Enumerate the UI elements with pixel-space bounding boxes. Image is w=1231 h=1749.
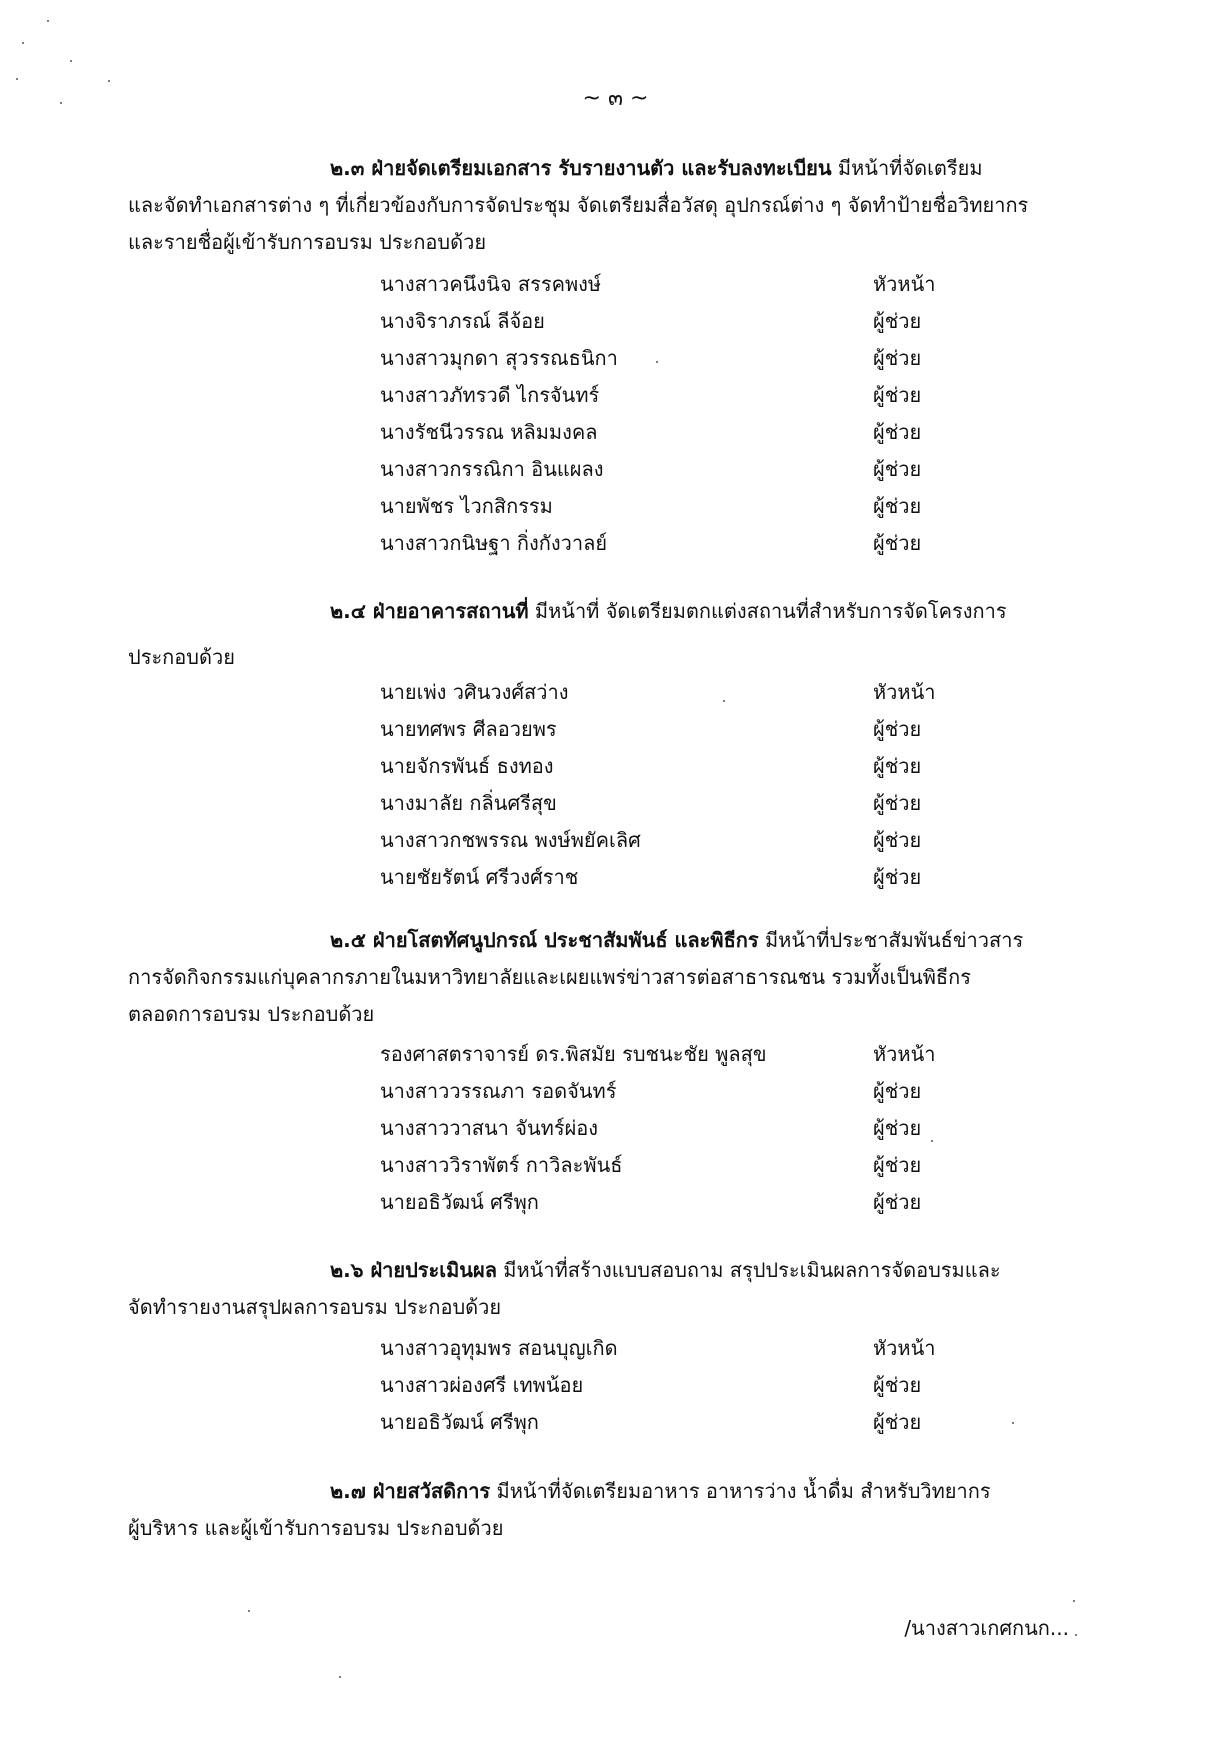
section-heading: ๒.๗ ฝ่ายสวัสดิการ bbox=[330, 1479, 491, 1503]
member-role: ผู้ช่วย bbox=[873, 1079, 922, 1103]
member-row bbox=[380, 1110, 980, 1147]
scan-speck bbox=[70, 60, 72, 62]
section-2-6-member-list bbox=[380, 1330, 980, 1441]
member-row bbox=[380, 1036, 980, 1073]
page-number: ~ ๓ ~ bbox=[582, 86, 649, 111]
member-name: นายเพ่ง วศินวงศ์สว่าง bbox=[380, 680, 569, 704]
member-row bbox=[380, 1404, 980, 1441]
member-row bbox=[380, 340, 980, 377]
member-name: นายพัชร ไวกสิกรรม bbox=[380, 494, 553, 518]
member-role: ผู้ช่วย bbox=[873, 1116, 922, 1140]
scan-speck bbox=[47, 20, 49, 22]
member-name: นายอธิวัฒน์ ศรีพุก bbox=[380, 1190, 539, 1214]
member-role: ผู้ช่วย bbox=[873, 346, 922, 370]
member-row bbox=[380, 748, 980, 785]
scan-speck bbox=[339, 1676, 341, 1678]
member-row bbox=[380, 822, 980, 859]
member-name: นางสาววิราพัตร์ กาวิละพันธ์ bbox=[380, 1153, 623, 1177]
member-name: นางสาวคนึงนิจ สรรคพงษ์ bbox=[380, 272, 602, 296]
member-row bbox=[380, 451, 980, 488]
section-2-4-paragraph bbox=[128, 593, 1128, 630]
section-2-7-paragraph bbox=[128, 1473, 1128, 1547]
member-role: ผู้ช่วย bbox=[873, 1190, 922, 1214]
paragraph-line: ตลอดการอบรม ประกอบด้วย bbox=[128, 1002, 375, 1026]
member-row bbox=[380, 785, 980, 822]
member-row bbox=[380, 674, 980, 711]
member-row bbox=[380, 525, 980, 562]
member-name: นางมาลัย กลิ่นศรีสุข bbox=[380, 791, 557, 815]
member-row bbox=[380, 859, 980, 896]
section-text: มีหน้าที่ จัดเตรียมตกแต่งสถานที่สำหรับการจัดโครงการ bbox=[528, 599, 1007, 623]
member-role: ผู้ช่วย bbox=[873, 791, 922, 815]
member-role: หัวหน้า bbox=[873, 1042, 936, 1066]
section-2-5-paragraph bbox=[128, 922, 1128, 1033]
continuation-footer: /นางสาวเกศกนก... bbox=[904, 1616, 1069, 1640]
member-name: นางสาวผ่องศรี เทพน้อย bbox=[380, 1373, 584, 1397]
member-role: ผู้ช่วย bbox=[873, 383, 922, 407]
member-role: ผู้ช่วย bbox=[873, 754, 922, 778]
member-role: ผู้ช่วย bbox=[873, 494, 922, 518]
paragraph-line: และจัดทำเอกสารต่าง ๆ ที่เกี่ยวข้องกับการจัดประชุม จัดเตรียมสื่อวัสดุ อุปกรณ์ต่าง ๆ จัดทำป้ายชื่อวิทยากร bbox=[128, 193, 1029, 217]
member-role: ผู้ช่วย bbox=[873, 717, 922, 741]
paragraph-line: และรายชื่อผู้เข้ารับการอบรม ประกอบด้วย bbox=[128, 230, 487, 254]
member-role: หัวหน้า bbox=[873, 680, 936, 704]
member-name: นายอธิวัฒน์ ศรีพุก bbox=[380, 1410, 539, 1434]
member-name: รองศาสตราจารย์ ดร.พิสมัย รบชนะชัย พูลสุข bbox=[380, 1042, 767, 1066]
section-text: มีหน้าที่ประชาสัมพันธ์ข่าวสาร bbox=[758, 928, 1024, 952]
member-role: หัวหน้า bbox=[873, 272, 936, 296]
scan-speck bbox=[1012, 1422, 1014, 1424]
section-text: มีหน้าที่จัดเตรียมอาหาร อาหารว่าง น้ำดื่ม สำหรับวิทยากร bbox=[490, 1479, 991, 1503]
member-name: นางสาวอุทุมพร สอนบุญเกิด bbox=[380, 1336, 618, 1360]
member-name: นางสาวกรรณิกา อินแผลง bbox=[380, 457, 604, 481]
section-text: มีหน้าที่สร้างแบบสอบถาม สรุปประเมินผลการจัดอบรมและ bbox=[496, 1258, 1001, 1282]
scan-speck bbox=[931, 1140, 933, 1142]
section-text: มีหน้าที่จัดเตรียม bbox=[831, 156, 983, 180]
member-name: นายชัยรัตน์ ศรีวงศ์ราช bbox=[380, 865, 579, 889]
scan-speck bbox=[1073, 1600, 1075, 1602]
member-name: นางสาวกนิษฐา กิ่งกังวาลย์ bbox=[380, 531, 608, 555]
member-role: หัวหน้า bbox=[873, 1336, 936, 1360]
paragraph-line: จัดทำรายงานสรุปผลการอบรม ประกอบด้วย bbox=[128, 1295, 502, 1319]
section-2-3-member-list bbox=[380, 266, 980, 562]
member-row bbox=[380, 1367, 980, 1404]
member-row bbox=[380, 414, 980, 451]
scan-speck bbox=[108, 80, 110, 82]
scan-speck bbox=[723, 700, 725, 702]
section-2-4-member-list bbox=[380, 674, 980, 896]
section-2-4-paragraph-cont bbox=[128, 639, 1128, 676]
paragraph-line: การจัดกิจกรรมแก่บุคลากรภายในมหาวิทยาลัยและเผยแพร่ข่าวสารต่อสาธารณชน รวมทั้งเป็นพิธีกร bbox=[128, 965, 971, 989]
member-role: ผู้ช่วย bbox=[873, 457, 922, 481]
scan-speck bbox=[1075, 1634, 1077, 1636]
member-row bbox=[380, 1330, 980, 1367]
member-row bbox=[380, 377, 980, 414]
scan-speck bbox=[656, 361, 658, 363]
member-row bbox=[380, 1147, 980, 1184]
member-role: ผู้ช่วย bbox=[873, 1410, 922, 1434]
member-row bbox=[380, 303, 980, 340]
member-role: ผู้ช่วย bbox=[873, 1373, 922, 1397]
member-name: นายทศพร ศีลอวยพร bbox=[380, 717, 557, 741]
scan-speck bbox=[22, 42, 24, 44]
scan-speck bbox=[60, 102, 62, 104]
section-2-5-member-list bbox=[380, 1036, 980, 1221]
section-heading: ๒.๔ ฝ่ายอาคารสถานที่ bbox=[330, 599, 529, 623]
member-row bbox=[380, 266, 980, 303]
member-role: ผู้ช่วย bbox=[873, 828, 922, 852]
member-role: ผู้ช่วย bbox=[873, 1153, 922, 1177]
member-role: ผู้ช่วย bbox=[873, 420, 922, 444]
member-role: ผู้ช่วย bbox=[873, 309, 922, 333]
paragraph-line: ประกอบด้วย bbox=[128, 645, 235, 669]
scan-speck bbox=[248, 1610, 250, 1612]
section-2-3-paragraph bbox=[128, 150, 1128, 261]
section-heading: ๒.๕ ฝ่ายโสตทัศนูปกรณ์ ประชาสัมพันธ์ และพิธีกร bbox=[330, 928, 759, 952]
member-row bbox=[380, 1073, 980, 1110]
member-name: นางรัชนีวรรณ หลิมมงคล bbox=[380, 420, 598, 444]
member-name: นางสาวกชพรรณ พงษ์พยัคเลิศ bbox=[380, 828, 641, 852]
member-name: นางสาวมุกดา สุวรรณธนิกา bbox=[380, 346, 618, 370]
section-heading: ๒.๖ ฝ่ายประเมินผล bbox=[330, 1258, 497, 1282]
member-name: นางสาววรรณภา รอดจันทร์ bbox=[380, 1079, 617, 1103]
member-name: นางสาวภัทรวดี ไกรจันทร์ bbox=[380, 383, 600, 407]
section-heading: ๒.๓ ฝ่ายจัดเตรียมเอกสาร รับรายงานตัว และรับลงทะเบียน bbox=[330, 156, 832, 180]
member-row bbox=[380, 711, 980, 748]
member-row bbox=[380, 1184, 980, 1221]
member-row bbox=[380, 488, 980, 525]
member-name: นายจักรพันธ์ ธงทอง bbox=[380, 754, 554, 778]
scan-speck bbox=[16, 78, 18, 80]
section-2-6-paragraph bbox=[128, 1252, 1128, 1326]
paragraph-line: ผู้บริหาร และผู้เข้ารับการอบรม ประกอบด้วย bbox=[128, 1516, 504, 1540]
member-role: ผู้ช่วย bbox=[873, 865, 922, 889]
member-role: ผู้ช่วย bbox=[873, 531, 922, 555]
member-name: นางสาววาสนา จันทร์ผ่อง bbox=[380, 1116, 599, 1140]
member-name: นางจิราภรณ์ ลีจ้อย bbox=[380, 309, 545, 333]
